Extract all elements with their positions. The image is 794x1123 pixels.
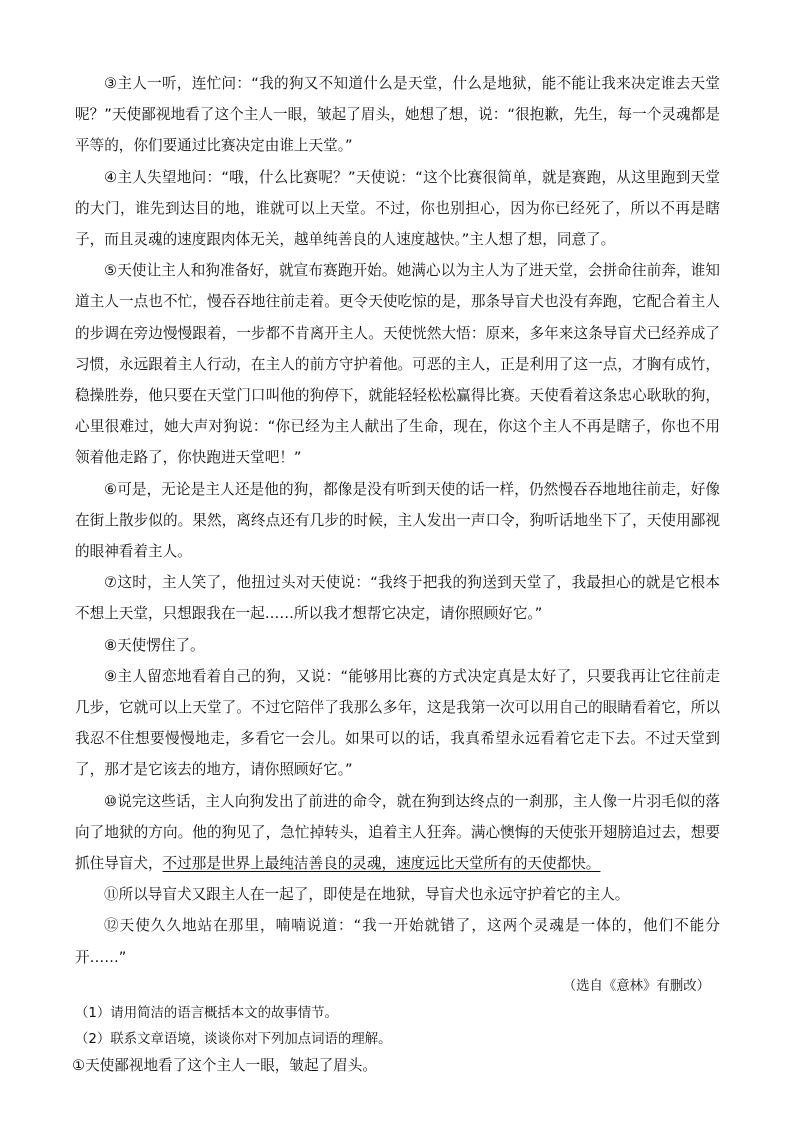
question-2-item-1: ①天使鄙视地看了这个主人一眼，皱起了眉头。 [72, 1056, 377, 1074]
paragraph [75, 162, 720, 256]
underlined-sentence: 不过那是世界上最纯洁善良的灵魂，速度远比天堂所有的天使都快。 [162, 855, 601, 873]
source-note: （选自《意林》有删改） [562, 978, 710, 994]
paragraph-text: ⑦这时，主人笑了，他扭过头对天使说：“我终于把我的狗送到天堂了，我最担心的就是它根本不想上天堂，只想跟我在一起……所以我才想帮它决定，请你照顾好它。” [75, 574, 720, 623]
paragraph-text: ⑩说完这些话，主人向狗发出了前进的命令，就在狗到达终点的一刹那，主人像一片羽毛似的落向了地狱的方向。他的狗见了，急忙掉转头，追着主人狂奔。满心懊悔的天使张开翅膀追过去，想要抓住导盲犬， [75, 792, 720, 873]
paragraph [75, 786, 720, 880]
paragraph-text: ⑪所以导盲犬又跟主人在一起了，即使是在地狱，导盲犬也永远守护着它的主人。 [104, 886, 630, 904]
question-1: （1）请用简洁的语言概括本文的故事情节。 [75, 1005, 338, 1021]
paragraph-text: ⑤天使让主人和狗准备好，就宣布赛跑开始。她满心以为主人为了进天堂，会拼命往前奔，谁知道主人一点也不忙，慢吞吞地往前走着。更令天使吃惊的是，那条导盲犬也没有奔跑，它配合着主人的步调在旁边慢慢跟着，一步都不肯离开主人。天使恍然大悟：原来，多年来这条导盲犬已经养成了习惯，永远跟着主人行动，在主人的前方守护着他。可恶的主人，正是利用了这一点，才胸有成竹，稳操胜券，他只要在天堂门口叫他的狗停下，就能轻轻松松赢得比赛。天使看着这条忠心耿耿的狗，心里很难过，她大声对狗说：“你已经为主人献出了生命，现在，你这个主人不再是瞎子，你也不用领着他走路了，你快跑进天堂吧！” [75, 262, 720, 467]
paragraph [75, 910, 720, 972]
paragraph [75, 567, 720, 629]
paragraph-text: ⑨主人留恋地看着自己的狗，又说：“能够用比赛的方式决定真是太好了，只要我再让它往前走几步，它就可以上天堂了。不过它陪伴了我那么多年，这是我第一次可以用自己的眼睛看着它，所以我忍不住想要慢慢地走，多看它一会儿。如果可以的话，我真希望永远看着它走下去。不过天堂到了，那才是它该去的地方，请你照顾好它。” [75, 667, 720, 779]
article-body [72, 68, 720, 1079]
paragraph-text: ⑧天使愣住了。 [104, 636, 205, 654]
paragraph-list [75, 68, 720, 973]
paragraph-text: ④主人失望地问：“哦，什么比赛呢？”天使说：“这个比赛很简单，就是赛跑，从这里跑到天堂的大门，谁先到达目的地，谁就可以上天堂。不过，你也别担心，因为你已经死了，所以不再是瞎子，而且灵魂的速度跟肉体无关，越单纯善良的人速度越快。”主人想了想，同意了。 [75, 168, 720, 249]
question-2: （2）联系文章语境，谈谈你对下列加点词语的理解。 [75, 1031, 392, 1047]
paragraph [75, 879, 720, 910]
paragraph-text: ⑫天使久久地站在那里，喃喃说道：“我一开始就错了，这两个灵魂是一体的，他们不能分开……” [75, 917, 720, 966]
paragraph [75, 255, 720, 473]
paragraph [75, 68, 720, 162]
paragraph-text: ⑥可是，无论是主人还是他的狗，都像是没有听到天使的话一样，仍然慢吞吞地地往前走，好像在街上散步似的。果然，离终点还有几步的时候，主人发出一声口令，狗听话地坐下了，天使用鄙视的眼神看着主人。 [75, 480, 720, 561]
paragraph [75, 661, 720, 786]
paragraph [75, 630, 720, 661]
paragraph-text: ③主人一听，连忙问：“我的狗又不知道什么是天堂，什么是地狱，能不能让我来决定谁去天堂呢？”天使鄙视地看了这个主人一眼，皱起了眉头，她想了想，说：“很抱歉，先生，每一个灵魂都是平等的，你们要通过比赛决定由谁上天堂。” [75, 75, 720, 155]
paragraph [75, 474, 720, 568]
